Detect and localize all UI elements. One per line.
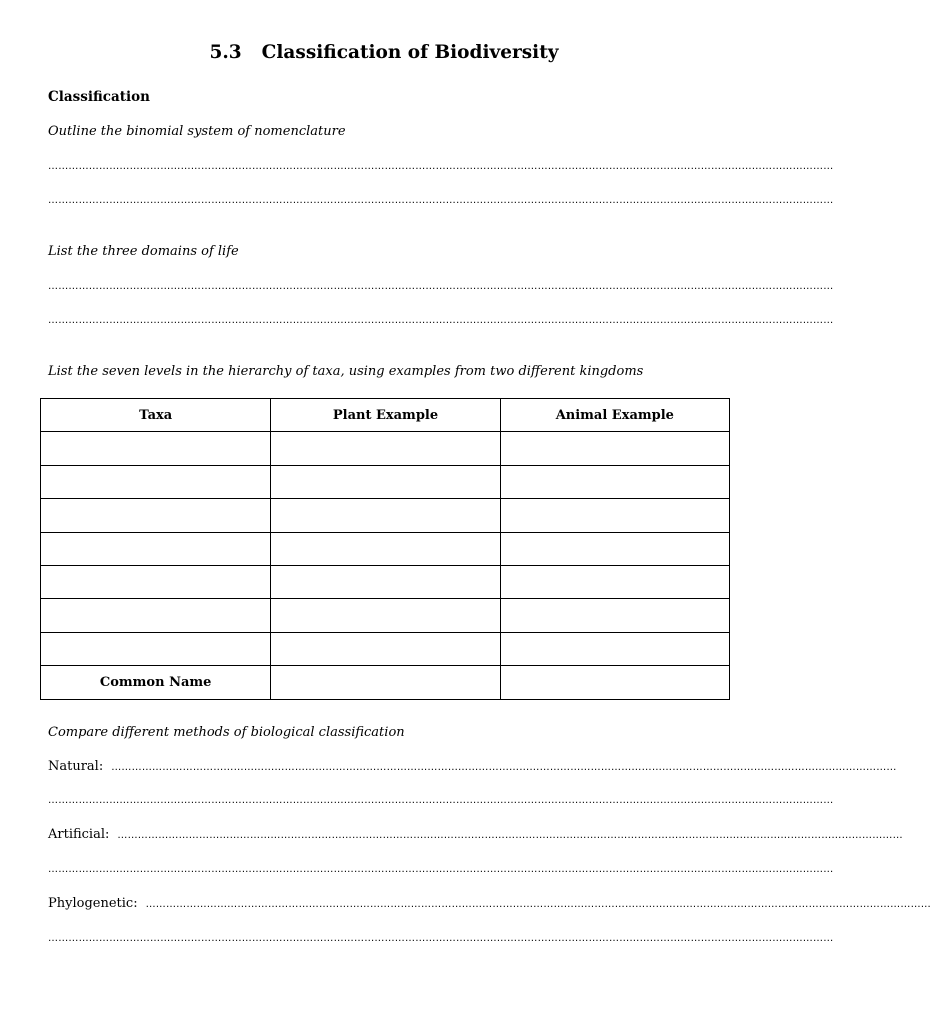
taxa-cell[interactable]	[41, 565, 271, 598]
answer-line-binomial-1[interactable]: ……………………………………………………………………………………………………………………………………………………………………………………………………………	[48, 161, 834, 172]
section-number: 5.3	[209, 42, 242, 63]
table-footer-row	[41, 666, 730, 699]
prompt-compare: Compare different methods of biological classification	[48, 725, 405, 740]
header-animal-example: Animal Example	[500, 399, 729, 432]
section-heading: Classification	[48, 89, 150, 105]
animal-cell[interactable]	[500, 465, 729, 498]
plant-cell[interactable]	[271, 632, 500, 665]
plant-cell[interactable]	[271, 465, 500, 498]
plant-cell[interactable]	[271, 599, 500, 632]
title-text: Classification of Biodiversity	[261, 42, 559, 63]
taxa-cell[interactable]	[41, 432, 271, 465]
animal-cell[interactable]	[500, 599, 729, 632]
answer-line-artificial-2[interactable]: ……………………………………………………………………………………………………………………………………………………………………………………………………………	[48, 864, 834, 875]
animal-cell[interactable]	[500, 432, 729, 465]
taxa-cell[interactable]	[41, 632, 271, 665]
answer-line-domains-1[interactable]: ……………………………………………………………………………………………………………………………………………………………………………………………………………	[48, 281, 834, 292]
table-row	[41, 532, 730, 565]
plant-cell[interactable]	[271, 532, 500, 565]
table-header-row	[41, 399, 730, 432]
plant-cell[interactable]	[271, 499, 500, 532]
table-row	[41, 432, 730, 465]
prompt-hierarchy: List the seven levels in the hierarchy of taxa, using examples from two different kingdoms	[48, 364, 644, 379]
answer-line-binomial-2[interactable]: ……………………………………………………………………………………………………………………………………………………………………………………………………………	[48, 195, 834, 206]
answer-line-phylogenetic[interactable]: ……………………………………………………………………………………………………………………………………………………………………………………………………………	[145, 899, 931, 910]
taxa-cell[interactable]	[41, 499, 271, 532]
taxa-cell[interactable]	[41, 599, 271, 632]
plant-cell[interactable]	[271, 565, 500, 598]
animal-cell[interactable]	[500, 632, 729, 665]
natural-line	[48, 759, 897, 775]
plant-cell[interactable]	[271, 432, 500, 465]
taxa-table	[40, 398, 730, 700]
table-row	[41, 565, 730, 598]
artificial-line	[48, 827, 903, 843]
taxa-cell[interactable]	[41, 532, 271, 565]
header-taxa: Taxa	[41, 399, 271, 432]
animal-common-name-cell[interactable]	[500, 666, 729, 699]
artificial-label: Artificial:	[48, 827, 110, 842]
animal-cell[interactable]	[500, 499, 729, 532]
phylogenetic-line	[48, 896, 931, 912]
taxa-cell[interactable]	[41, 465, 271, 498]
table-row	[41, 599, 730, 632]
animal-cell[interactable]	[500, 565, 729, 598]
common-name-label: Common Name	[41, 666, 271, 699]
answer-line-natural[interactable]: ……………………………………………………………………………………………………………………………………………………………………………………………………………	[111, 762, 897, 773]
plant-common-name-cell[interactable]	[271, 666, 500, 699]
table-row	[41, 632, 730, 665]
natural-label: Natural:	[48, 759, 104, 774]
header-plant-example: Plant Example	[271, 399, 500, 432]
answer-line-phylogenetic-2[interactable]: ……………………………………………………………………………………………………………………………………………………………………………………………………………	[48, 933, 834, 944]
page-title	[0, 42, 768, 63]
phylogenetic-label: Phylogenetic:	[48, 896, 138, 911]
table-row	[41, 465, 730, 498]
answer-line-artificial[interactable]: ……………………………………………………………………………………………………………………………………………………………………………………………………………	[117, 830, 903, 841]
animal-cell[interactable]	[500, 532, 729, 565]
table-row	[41, 499, 730, 532]
prompt-domains: List the three domains of life	[48, 244, 239, 259]
prompt-binomial: Outline the binomial system of nomenclature	[48, 124, 346, 139]
answer-line-natural-2[interactable]: ……………………………………………………………………………………………………………………………………………………………………………………………………………	[48, 795, 834, 806]
answer-line-domains-2[interactable]: ……………………………………………………………………………………………………………………………………………………………………………………………………………	[48, 315, 834, 326]
